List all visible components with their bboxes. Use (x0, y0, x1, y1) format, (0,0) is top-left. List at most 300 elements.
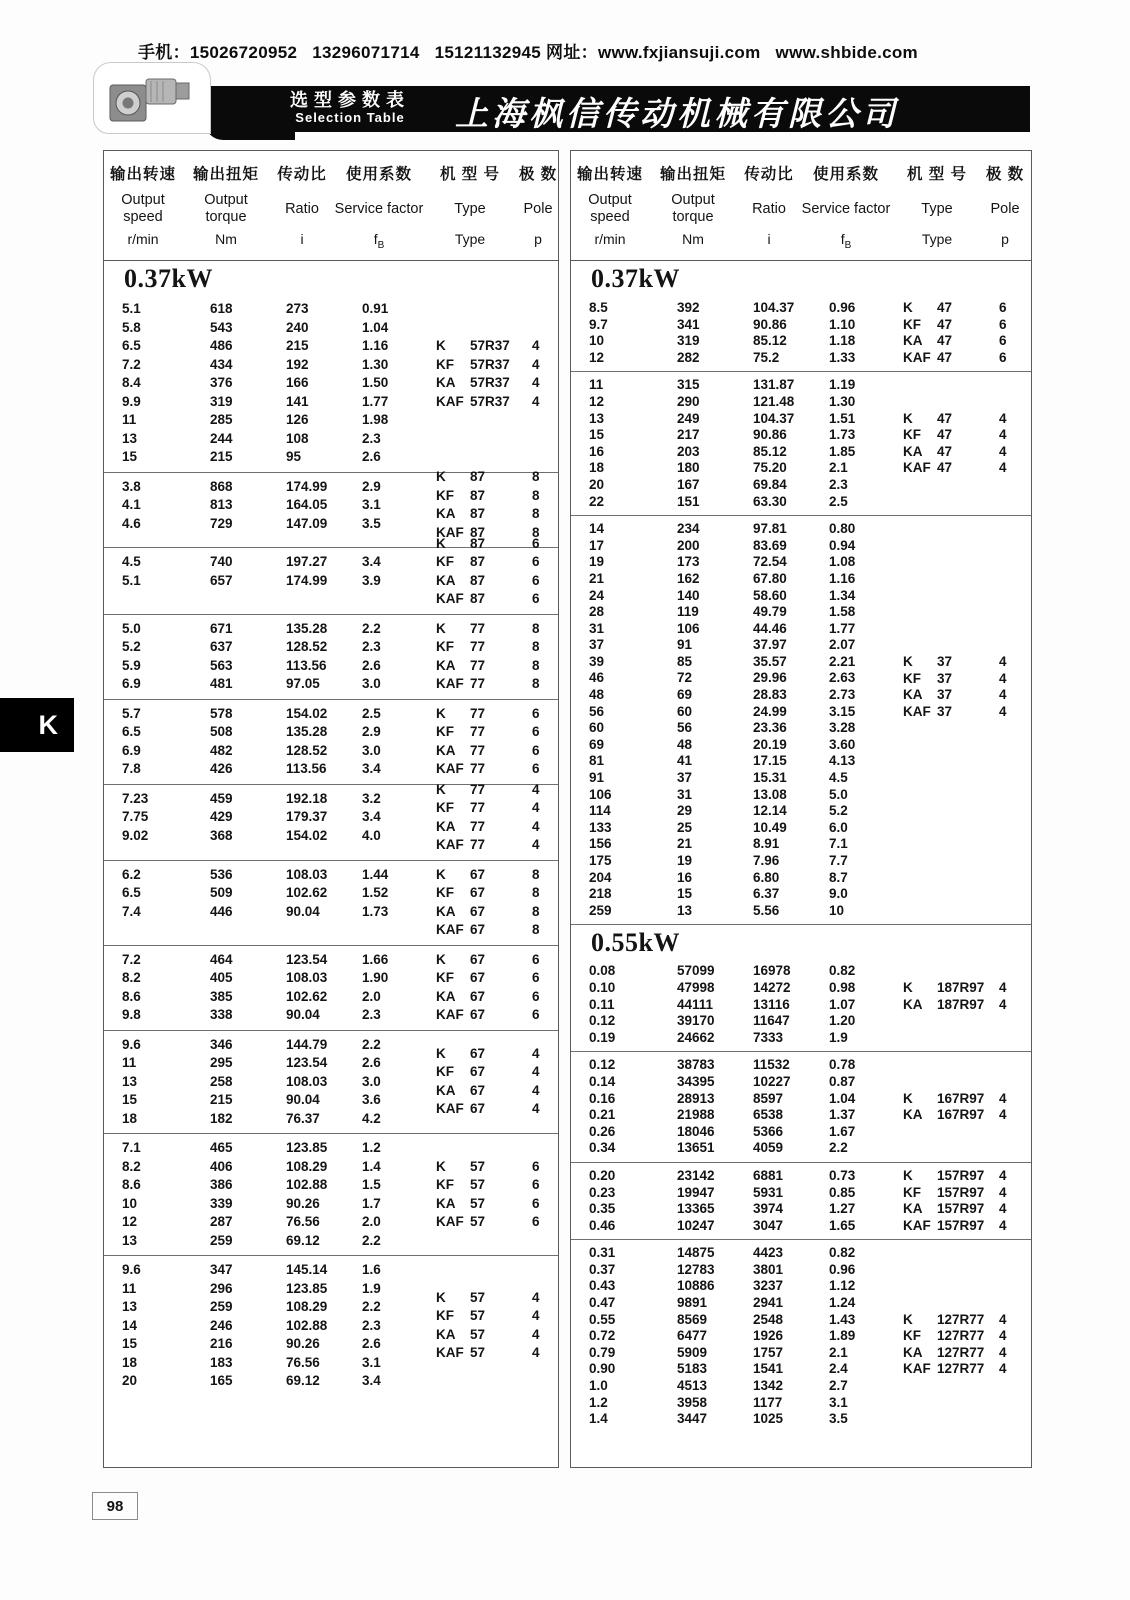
output-torque-value: 23142 (677, 1167, 715, 1183)
output-speed-value: 7.8 (122, 761, 141, 777)
table-row (122, 1073, 436, 1092)
table-row (589, 980, 903, 997)
column-header-cn: 输出转速 (576, 166, 643, 183)
type-row (436, 1082, 556, 1101)
service-factor-value: 1.85 (829, 443, 856, 459)
type-code: 87 (470, 487, 486, 503)
service-factor-value: 1.51 (829, 410, 856, 426)
service-factor-value: 10 (829, 902, 845, 918)
type-code: 87 (470, 535, 486, 551)
service-factor-value: 3.1 (829, 1394, 848, 1410)
table-row (589, 820, 903, 837)
type-list (436, 1289, 556, 1391)
table-row (589, 1395, 903, 1412)
ratio-value: 102.62 (286, 988, 328, 1004)
type-model: KA (436, 375, 456, 390)
type-code: 57 (470, 1289, 486, 1305)
type-row (436, 1344, 556, 1363)
type-code: 77 (470, 705, 486, 721)
service-factor-value: 1.04 (829, 1090, 856, 1106)
table-row (589, 1361, 903, 1378)
output-speed-value: 11 (589, 377, 604, 393)
column-header-en: Type (454, 200, 486, 217)
pole-value: 4 (999, 653, 1007, 669)
ratio-value: 24.99 (753, 703, 787, 719)
table-row (589, 604, 903, 621)
ratio-value: 6.37 (753, 886, 780, 902)
service-factor-value: 3.2 (362, 790, 381, 806)
output-torque-value: 347 (210, 1262, 233, 1277)
ratio-value: 154.02 (286, 827, 328, 843)
output-torque-value: 173 (677, 554, 700, 570)
output-speed-value: 5.9 (122, 657, 141, 673)
data-block (104, 295, 558, 472)
service-factor-value: 0.91 (362, 301, 389, 316)
column-header-cn: 使用系数 (345, 166, 412, 183)
type-list (436, 337, 556, 467)
service-factor-value: 5.2 (829, 803, 848, 819)
ratio-value: 273 (286, 301, 309, 316)
output-torque-value: 249 (677, 410, 700, 426)
type-model: K (903, 653, 913, 669)
pole-value: 8 (532, 620, 540, 636)
service-factor-value: 0.80 (829, 521, 856, 537)
output-torque-value: 246 (210, 1317, 233, 1333)
service-factor-value: 1.77 (829, 620, 856, 636)
type-code: 77 (470, 676, 486, 692)
pole-value: 6 (532, 1195, 540, 1211)
type-row (436, 1045, 556, 1064)
service-factor-value: 1.9 (829, 1029, 848, 1045)
pole-value: 6 (532, 970, 540, 985)
service-factor-value: 1.24 (829, 1295, 856, 1311)
output-torque-value: 346 (210, 1036, 233, 1052)
type-model: KA (436, 1195, 456, 1211)
service-factor-value: 2.6 (362, 449, 381, 464)
pole-value: 4 (999, 1344, 1007, 1360)
service-factor-value: 2.3 (362, 1007, 381, 1022)
type-model: K (903, 1311, 913, 1327)
pole-value: 6 (532, 742, 540, 758)
output-torque-value: 465 (210, 1140, 233, 1155)
service-factor-value: 0.94 (829, 537, 856, 553)
column-header-cn: 极 数 (985, 166, 1025, 183)
output-torque-value: 183 (210, 1354, 233, 1370)
service-factor-value: 1.73 (362, 903, 389, 919)
type-row (436, 553, 556, 572)
ratio-value: 154.02 (286, 705, 328, 721)
ratio-value: 5366 (753, 1123, 784, 1139)
service-factor-value: 7.7 (829, 853, 848, 868)
output-torque-value: 48 (677, 736, 693, 752)
service-factor-value: 1.19 (829, 377, 856, 393)
data-block (104, 1255, 558, 1396)
type-code: 47 (937, 410, 953, 426)
output-torque-value: 563 (210, 657, 233, 673)
type-model: KF (436, 1064, 454, 1080)
type-model: KF (903, 670, 921, 686)
service-factor-value: 3.5 (829, 1411, 848, 1427)
type-model: KF (436, 487, 454, 503)
service-factor-value: 2.5 (362, 705, 381, 721)
output-torque-value: 8569 (677, 1311, 708, 1327)
power-section-title: 0.37kW (591, 264, 680, 293)
type-model: KF (436, 1177, 454, 1192)
pole-value: 6 (532, 1007, 540, 1022)
service-factor-value: 2.9 (362, 724, 381, 740)
type-row (436, 951, 556, 970)
service-factor-value: 2.3 (362, 430, 381, 446)
output-speed-value: 0.21 (589, 1107, 616, 1123)
ratio-value: 113.56 (286, 657, 327, 673)
output-torque-value: 165 (210, 1373, 233, 1388)
output-torque-value: 6477 (677, 1328, 708, 1344)
pole-value: 4 (999, 1328, 1007, 1344)
service-factor-value: 8.7 (829, 869, 848, 885)
table-row (589, 720, 903, 737)
output-torque-value: 106 (677, 620, 700, 636)
pole-value: 4 (532, 818, 540, 834)
type-code: 187R97 (937, 996, 985, 1012)
service-factor-value: 6.0 (829, 819, 848, 835)
output-speed-value: 13 (122, 1299, 138, 1314)
output-torque-value: 434 (210, 356, 233, 372)
output-torque-value: 464 (210, 951, 233, 967)
table-row (122, 1317, 436, 1336)
output-speed-value: 69 (589, 736, 605, 752)
type-code: 127R77 (937, 1311, 985, 1327)
table-row (589, 803, 903, 820)
ratio-value: 20.19 (753, 736, 787, 752)
pole-value: 4 (532, 1064, 540, 1080)
pole-value: 4 (999, 996, 1007, 1012)
column-header-en: Ratio (285, 200, 319, 217)
pole-value: 8 (532, 487, 540, 503)
output-speed-value: 5.8 (122, 319, 141, 335)
phone-label: 手机： (138, 43, 190, 62)
ratio-value: 2548 (753, 1311, 784, 1327)
ratio-value: 75.20 (753, 460, 787, 476)
table-row (589, 1074, 903, 1091)
type-code: 127R77 (937, 1328, 985, 1344)
service-factor-value: 1.50 (362, 375, 389, 390)
type-model: KA (436, 1082, 456, 1098)
pole-value: 8 (532, 639, 540, 655)
service-factor-value: 1.77 (362, 393, 389, 409)
table-row (122, 319, 436, 338)
output-speed-value: 8.6 (122, 988, 141, 1004)
column-header-cn: 输出扭矩 (192, 166, 259, 183)
service-factor-value: 1.52 (362, 885, 389, 900)
type-row (436, 1063, 556, 1082)
service-factor-value: 3.1 (362, 1354, 381, 1370)
table-row (122, 620, 436, 639)
type-row (903, 350, 1023, 367)
ratio-value: 90.86 (753, 316, 787, 332)
pole-value: 4 (999, 410, 1007, 426)
service-factor-value: 4.0 (362, 827, 381, 843)
output-torque-value: 392 (677, 300, 700, 315)
power-section-title: 0.55kW (571, 924, 1031, 958)
data-rows (589, 963, 903, 1046)
type-list (436, 866, 556, 940)
pole-value: 8 (532, 885, 540, 900)
output-speed-value: 0.37 (589, 1261, 616, 1277)
ratio-value: 1177 (753, 1394, 783, 1410)
type-code: 167R97 (937, 1107, 985, 1123)
ratio-value: 63.30 (753, 493, 787, 509)
service-factor-value: 1.12 (829, 1278, 856, 1294)
type-code: 67 (470, 922, 486, 937)
output-torque-value: 481 (210, 676, 233, 692)
type-model: K (903, 410, 913, 426)
output-speed-value: 17 (589, 537, 605, 553)
service-factor-value: 1.67 (829, 1123, 856, 1139)
ratio-value: 144.79 (286, 1036, 328, 1052)
table-row (122, 903, 436, 922)
output-torque-value: 296 (210, 1280, 233, 1296)
type-code: 67 (470, 885, 486, 900)
service-factor-value: 3.6 (362, 1092, 381, 1107)
type-code: 77 (470, 761, 486, 777)
type-code: 57R37 (470, 375, 510, 390)
table-row (122, 1006, 436, 1025)
pole-value: 4 (532, 375, 540, 390)
output-torque-value: 140 (677, 587, 700, 603)
pole-value: 4 (999, 979, 1007, 995)
service-factor-value: 2.6 (362, 1055, 381, 1070)
output-torque-value: 10886 (677, 1278, 715, 1294)
table-row (589, 1218, 903, 1235)
type-model: KA (903, 333, 923, 349)
pole-value: 4 (532, 1045, 540, 1061)
type-row (436, 1326, 556, 1345)
output-speed-value: 1.4 (589, 1411, 608, 1427)
table-row (122, 374, 436, 393)
output-torque-value: 91 (677, 637, 693, 653)
ratio-value: 23.36 (753, 720, 787, 736)
data-block (104, 614, 558, 699)
data-rows (589, 521, 903, 919)
type-list (436, 705, 556, 779)
output-speed-value: 8.2 (122, 1158, 141, 1174)
type-code: 57R37 (470, 338, 510, 353)
service-factor-value: 1.43 (829, 1311, 856, 1327)
table-row (589, 1091, 903, 1108)
type-model: KF (436, 1308, 454, 1324)
output-torque-value: 405 (210, 970, 233, 985)
type-model: K (436, 469, 446, 485)
service-factor-value: 2.7 (829, 1378, 848, 1394)
ratio-value: 123.54 (286, 951, 328, 967)
column-header-cn: 机 型 号 (439, 166, 501, 183)
table-row (589, 687, 903, 704)
output-speed-value: 13 (122, 1232, 138, 1248)
table-row (589, 621, 903, 638)
ratio-value: 76.37 (286, 1110, 320, 1126)
service-factor-value: 3.0 (362, 676, 381, 692)
type-row (903, 671, 1023, 688)
output-torque-value: 47998 (677, 979, 715, 995)
pole-value: 4 (999, 443, 1007, 459)
output-torque-value: 215 (210, 449, 233, 464)
service-factor-value: 2.73 (829, 687, 856, 703)
pole-value: 6 (532, 705, 540, 721)
type-model: K (903, 1167, 913, 1183)
output-torque-value: 429 (210, 809, 233, 825)
service-factor-value: 3.4 (362, 761, 381, 777)
table-row (589, 787, 903, 804)
output-torque-value: 215 (210, 1092, 233, 1107)
table-row (589, 704, 903, 721)
service-factor-value: 1.20 (829, 1013, 856, 1029)
output-speed-value: 1.2 (589, 1394, 608, 1410)
type-code: 67 (470, 1101, 486, 1117)
column-header-cn: 使用系数 (812, 166, 879, 183)
ratio-value: 90.04 (286, 1092, 320, 1107)
type-model: KA (436, 572, 456, 588)
data-block (104, 781, 558, 860)
service-factor-value: 2.0 (362, 988, 381, 1004)
ratio-value: 174.99 (286, 572, 328, 588)
table-row (122, 705, 436, 724)
output-speed-value: 6.5 (122, 724, 141, 740)
pole-value: 4 (999, 1311, 1007, 1327)
pole-value: 4 (999, 1201, 1007, 1217)
output-speed-value: 24 (589, 587, 605, 603)
output-torque-value: 203 (677, 443, 700, 459)
table-row (122, 808, 436, 827)
output-torque-value: 56 (677, 720, 693, 736)
table-row (589, 477, 903, 494)
table-row (589, 377, 903, 394)
output-torque-value: 482 (210, 742, 233, 758)
data-block (104, 699, 558, 784)
output-torque-value: 217 (677, 427, 700, 443)
pole-value: 4 (999, 1107, 1007, 1123)
type-list (903, 1312, 1023, 1428)
type-row (903, 1168, 1023, 1185)
output-torque-value: 287 (210, 1214, 233, 1229)
output-speed-value: 21 (589, 570, 605, 586)
pole-value: 6 (999, 333, 1007, 349)
output-speed-value: 37 (589, 637, 605, 653)
service-factor-value: 3.4 (362, 1373, 381, 1388)
pole-value: 8 (532, 903, 540, 919)
data-block (104, 860, 558, 945)
pole-value: 4 (999, 670, 1007, 686)
table-row (122, 411, 436, 430)
service-factor-value: 2.4 (829, 1361, 848, 1377)
table-row (122, 1232, 436, 1251)
output-torque-value: 671 (210, 620, 233, 636)
type-model: K (436, 535, 446, 551)
output-torque-value: 5183 (677, 1361, 708, 1377)
output-speed-value: 18 (122, 1354, 138, 1370)
column-header-en: Pole (523, 200, 553, 217)
table-row (589, 1278, 903, 1295)
ratio-value: 5.56 (753, 902, 780, 918)
column-header-unit: r/min (594, 231, 626, 247)
service-factor-value: 2.2 (362, 1299, 381, 1314)
header-row (104, 187, 558, 231)
ratio-value: 3801 (753, 1261, 784, 1277)
output-torque-value: 31 (677, 786, 693, 802)
type-row (436, 1213, 556, 1232)
ratio-value: 1926 (753, 1328, 784, 1344)
ratio-value: 95 (286, 449, 302, 464)
column-header-unit: i (300, 231, 304, 247)
service-factor-value: 0.96 (829, 1261, 856, 1277)
output-torque-value: 426 (210, 761, 233, 777)
output-torque-value: 34395 (677, 1073, 715, 1089)
type-code: 47 (937, 349, 953, 365)
type-code: 127R77 (937, 1344, 985, 1360)
column-header-en: Output torque (671, 192, 715, 225)
table-row (122, 675, 436, 694)
service-factor-value: 1.9 (362, 1280, 381, 1296)
ratio-value: 192 (286, 356, 309, 372)
pole-value: 6 (532, 1177, 540, 1192)
service-factor-value: 2.6 (362, 657, 381, 673)
type-model: K (436, 866, 446, 882)
output-speed-value: 0.11 (589, 996, 615, 1012)
company-name: 上海枫信传动机械有限公司 (455, 97, 899, 133)
output-torque-value: 85 (677, 653, 693, 669)
service-factor-value: 1.33 (829, 349, 856, 365)
ratio-value: 6.80 (753, 869, 780, 885)
type-code: 67 (470, 970, 486, 985)
table-row (589, 903, 903, 920)
side-index-tab-k: K (0, 698, 74, 752)
table-row (122, 1354, 436, 1373)
type-row (436, 884, 556, 903)
type-row (436, 572, 556, 591)
ratio-value: 240 (286, 319, 309, 335)
output-torque-value: 37 (677, 770, 693, 786)
output-torque-value: 339 (210, 1195, 233, 1211)
service-factor-value: 2.1 (829, 460, 848, 476)
table-row (122, 300, 436, 319)
ratio-value: 49.79 (753, 604, 787, 620)
ratio-value: 2941 (753, 1295, 784, 1311)
table-row (122, 638, 436, 657)
output-speed-value: 18 (589, 460, 605, 476)
table-row (589, 670, 903, 687)
type-model: KF (436, 885, 454, 900)
output-speed-value: 0.12 (589, 1057, 616, 1073)
service-factor-value: 3.28 (829, 720, 856, 736)
type-row (903, 687, 1023, 704)
output-torque-value: 5909 (677, 1344, 708, 1360)
ratio-value: 192.18 (286, 790, 328, 806)
ratio-value: 37.97 (753, 637, 787, 653)
output-speed-value: 9.9 (122, 393, 141, 409)
type-model: K (436, 705, 446, 721)
column-header-cn: 极 数 (518, 166, 558, 183)
pole-value: 8 (532, 469, 540, 485)
table-row (589, 554, 903, 571)
type-row (903, 300, 1023, 317)
pole-value: 6 (532, 1214, 540, 1229)
type-code: 37 (937, 687, 953, 703)
service-factor-value: 3.4 (362, 554, 381, 570)
pole-value: 4 (532, 1289, 540, 1305)
output-speed-value: 5.2 (122, 639, 141, 655)
ratio-value: 123.85 (286, 1140, 328, 1155)
ratio-value: 121.48 (753, 393, 795, 409)
column-header-cn: 输出转速 (109, 166, 176, 183)
